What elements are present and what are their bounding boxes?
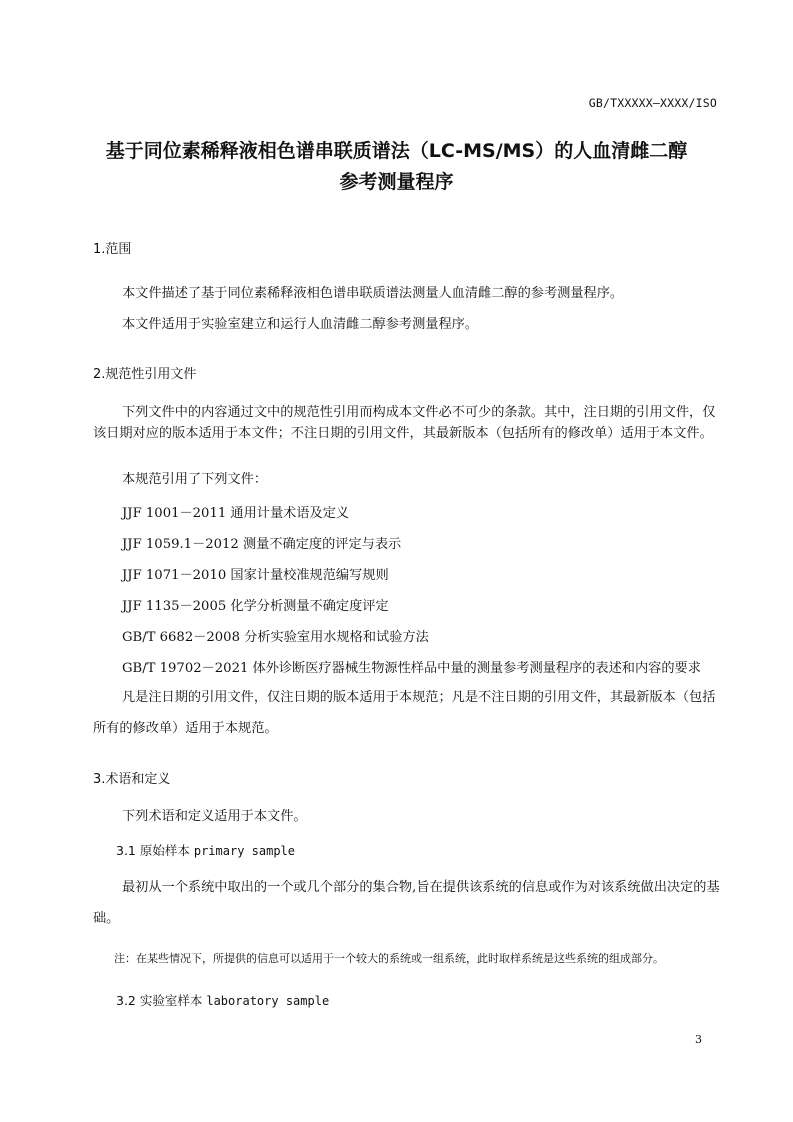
document-title [60, 136, 733, 198]
term-3-2-number: 3.2 实验室样本 [116, 993, 203, 1008]
section-1-paragraph-2: 本文件适用于实验室建立和运行人血清雌二醇参考测量程序。 [122, 317, 479, 332]
term-3-1-number: 3.1 原始样本 [116, 843, 190, 858]
section-1-heading: 1.范围 [93, 242, 132, 257]
document-code: GB/TXXXXX—XXXX/ISO [588, 96, 717, 110]
title-line-2: 参考测量程序 [339, 171, 454, 193]
reference-item: JJF 1059.1－2012 测量不确定度的评定与表示 [122, 537, 402, 552]
section-2-cited-intro: 本规范引用了下列文件： [122, 472, 268, 487]
section-3-intro: 下列术语和定义适用于本文件。 [122, 809, 307, 824]
reference-item: JJF 1071－2010 国家计量校准规范编写规则 [122, 568, 389, 583]
reference-item: GB/T 19702－2021 体外诊断医疗器械生物源性样品中量的测量参考测量程序的表述和内容的要求 [122, 661, 701, 676]
term-3-2-heading [116, 991, 329, 1009]
page-number: 3 [695, 1033, 702, 1046]
section-1-paragraph-1: 本文件描述了基于同位素稀释液相色谱串联质谱法测量人血清雌二醇的参考测量程序。 [122, 286, 624, 301]
section-2-heading: 2.规范性引用文件 [93, 367, 197, 382]
term-3-1-english: primary sample [193, 844, 295, 858]
term-3-2-english: laboratory sample [206, 994, 330, 1008]
term-3-1-note: 注：在某些情况下，所提供的信息可以适用于一个较大的系统或一组系统，此时取样系统是这些系统的组成部分。 [114, 952, 664, 965]
reference-item: JJF 1001－2011 通用计量术语及定义 [122, 506, 350, 521]
reference-item: JJF 1135－2005 化学分析测量不确定度评定 [122, 599, 389, 614]
reference-item: GB/T 6682－2008 分析实验室用水规格和试验方法 [122, 630, 429, 645]
section-2-closing: 凡是注日期的引用文件，仅注日期的版本适用于本规范；凡是不注日期的引用文件，其最新版本（包括所有的修改单）适用于本规范。 [93, 690, 716, 736]
section-2-intro: 下列文件中的内容通过文中的规范性引用而构成本文件必不可少的条款。其中，注日期的引用文件，仅该日期对应的版本适用于本文件；不注日期的引用文件，其最新版本（包括所有的修改单）适用于本文件。 [93, 405, 716, 441]
term-3-1-definition: 最初从一个系统中取出的一个或几个部分的集合物,旨在提供该系统的信息或作为对该系统做出决定的基础。 [93, 880, 720, 926]
section-3-heading: 3.术语和定义 [93, 772, 171, 787]
term-3-1-heading [116, 841, 295, 859]
title-line-1: 基于同位素稀释液相色谱串联质谱法（LC-MS/MS）的人血清雌二醇 [105, 140, 688, 162]
